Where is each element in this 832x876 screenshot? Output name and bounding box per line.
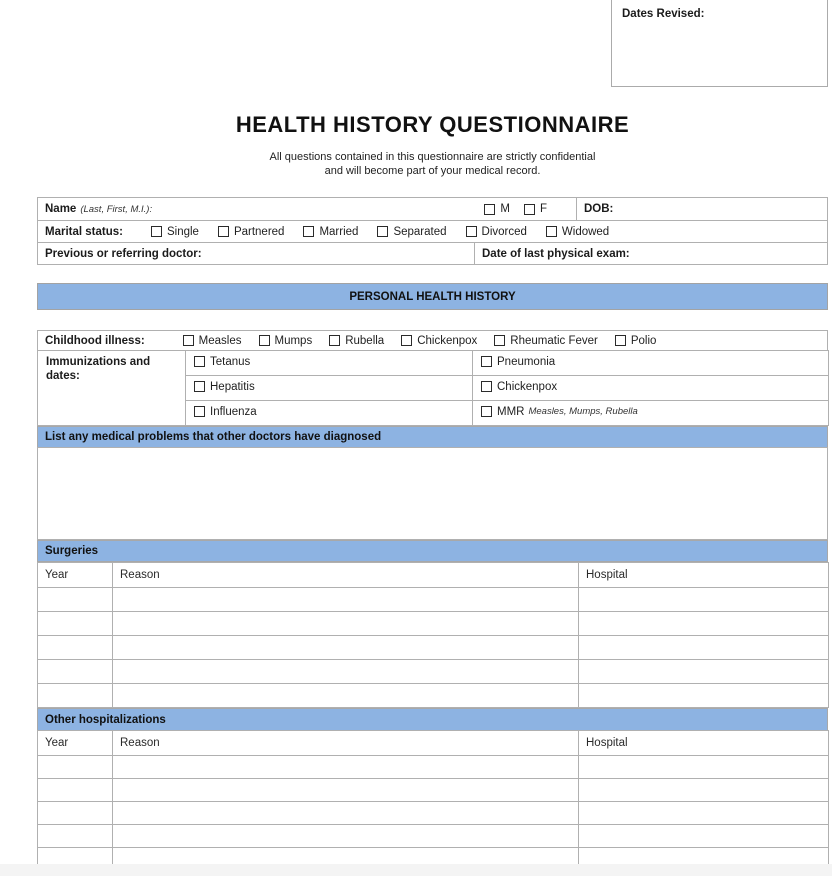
checkbox-option-partnered[interactable] xyxy=(218,226,285,238)
childhood-illness-cell xyxy=(38,331,827,350)
checkbox-option-single[interactable] xyxy=(151,226,199,238)
empty-row xyxy=(38,636,829,660)
empty-row xyxy=(38,684,829,708)
empty-row xyxy=(38,756,829,779)
subtitle-line1: All questions contained in this questionnaire are strictly confidential xyxy=(269,151,596,163)
surgeries-column-header-row xyxy=(38,563,829,588)
sex-checkbox-group xyxy=(484,203,547,215)
childhood-options xyxy=(183,335,657,347)
option-label: Rubella xyxy=(345,334,385,347)
empty-row xyxy=(38,612,829,636)
option-label: MMR xyxy=(497,405,525,418)
checkbox-option-polio[interactable] xyxy=(615,335,657,347)
empty-cell[interactable] xyxy=(579,588,829,612)
immunization-cell-mmr[interactable] xyxy=(473,401,829,426)
section-banner-label: PERSONAL HEALTH HISTORY xyxy=(349,290,516,303)
checkbox-option-mmr[interactable] xyxy=(481,406,638,418)
page-title: HEALTH HISTORY QUESTIONNAIRE xyxy=(235,112,630,137)
option-label: Separated xyxy=(393,225,447,238)
empty-cell[interactable] xyxy=(113,612,579,636)
medical-problems-input-area[interactable] xyxy=(37,447,828,540)
section-header-medical-problems xyxy=(37,426,828,448)
checkbox-icon[interactable] xyxy=(481,406,492,417)
empty-cell[interactable] xyxy=(113,779,579,802)
checkbox-option-tetanus[interactable] xyxy=(194,356,250,368)
empty-cell[interactable] xyxy=(38,802,113,825)
column-header-year: Year xyxy=(38,563,113,588)
dates-revised-label: Dates Revised: xyxy=(622,8,705,20)
empty-row xyxy=(38,802,829,825)
marital-status-row xyxy=(37,220,828,243)
section-header-surgeries xyxy=(37,540,828,562)
checkbox-option-hepatitis[interactable] xyxy=(194,381,255,393)
empty-cell[interactable] xyxy=(579,756,829,779)
section-header-other-hospitalizations xyxy=(37,708,828,731)
checkbox-option-mumps[interactable] xyxy=(259,335,313,347)
checkbox-option-widowed[interactable] xyxy=(546,226,609,238)
checkbox-icon[interactable] xyxy=(183,335,194,346)
empty-row xyxy=(38,660,829,684)
section-header-label: List any medical problems that other doctors have diagnosed xyxy=(45,431,382,443)
dob-cell[interactable] xyxy=(576,198,827,220)
empty-cell[interactable] xyxy=(113,756,579,779)
checkbox-icon[interactable] xyxy=(329,335,340,346)
patient-info-table xyxy=(37,197,828,265)
marital-options xyxy=(151,226,609,238)
checkbox-option-chickenpox[interactable] xyxy=(401,335,477,347)
option-label: Divorced xyxy=(481,225,527,238)
checkbox-option-married[interactable] xyxy=(303,226,358,238)
name-label: Name xyxy=(45,203,77,215)
subtitle xyxy=(37,150,828,178)
option-label: Chickenpox xyxy=(417,334,478,347)
immunizations-table xyxy=(37,350,829,426)
checkbox-option-female[interactable] xyxy=(524,203,547,215)
surgeries-table xyxy=(37,562,829,708)
checkbox-icon[interactable] xyxy=(494,335,505,346)
marital-status-cell xyxy=(38,221,827,242)
option-label: M xyxy=(500,203,510,215)
option-label: F xyxy=(539,203,547,215)
option-label: Partnered xyxy=(233,225,285,238)
childhood-illness-row xyxy=(37,330,828,351)
dates-revised-box[interactable] xyxy=(611,0,828,87)
checkbox-option-rubella[interactable] xyxy=(329,335,384,347)
option-label: Mumps xyxy=(274,334,313,347)
immunizations-row-1 xyxy=(38,351,829,376)
checkbox-icon[interactable] xyxy=(466,226,477,237)
checkbox-icon[interactable] xyxy=(194,381,205,392)
checkbox-option-measles[interactable] xyxy=(183,335,242,347)
checkbox-icon[interactable] xyxy=(303,226,314,237)
childhood-immunizations-block xyxy=(37,330,828,426)
empty-cell[interactable] xyxy=(113,636,579,660)
empty-cell[interactable] xyxy=(579,636,829,660)
column-header-reason: Reason xyxy=(113,563,579,588)
checkbox-icon[interactable] xyxy=(377,226,388,237)
empty-cell[interactable] xyxy=(579,825,829,848)
checkbox-icon[interactable] xyxy=(401,335,412,346)
section-header-label: Surgeries xyxy=(45,545,99,557)
last-exam-cell[interactable] xyxy=(474,243,827,264)
checkbox-option-pneumonia[interactable] xyxy=(481,356,555,368)
hospitalizations-table-wrap xyxy=(37,730,828,871)
empty-cell[interactable] xyxy=(38,756,113,779)
page-bottom-edge xyxy=(0,864,832,876)
immunization-cell-hepatitis[interactable] xyxy=(186,376,473,401)
column-header-year: Year xyxy=(38,731,113,756)
last-exam-label: Date of last physical exam: xyxy=(482,247,630,260)
childhood-illness-label: Childhood illness: xyxy=(45,334,145,347)
empty-cell[interactable] xyxy=(38,636,113,660)
option-label: Married xyxy=(319,225,359,238)
checkbox-icon[interactable] xyxy=(615,335,626,346)
checkbox-icon[interactable] xyxy=(484,204,495,215)
checkbox-icon[interactable] xyxy=(481,356,492,367)
checkbox-option-male[interactable] xyxy=(484,203,510,215)
option-label: Tetanus xyxy=(210,355,251,368)
section-header-label: Other hospitalizations xyxy=(45,713,166,726)
option-label: Pneumonia xyxy=(497,355,556,368)
surgeries-table-body xyxy=(38,563,829,708)
option-label: Single xyxy=(166,225,199,238)
hospitalizations-table xyxy=(37,730,829,871)
checkbox-icon[interactable] xyxy=(194,406,205,417)
empty-cell[interactable] xyxy=(38,684,113,708)
empty-cell[interactable] xyxy=(113,825,579,848)
name-row xyxy=(37,197,828,221)
empty-row xyxy=(38,779,829,802)
option-label: Chickenpox xyxy=(497,380,558,393)
checkbox-option-separated[interactable] xyxy=(377,226,446,238)
option-label: Widowed xyxy=(561,225,610,238)
previous-doctor-cell[interactable] xyxy=(38,243,474,264)
dob-label: DOB: xyxy=(584,203,614,215)
checkbox-icon[interactable] xyxy=(546,226,557,237)
empty-cell[interactable] xyxy=(579,684,829,708)
column-header-reason: Reason xyxy=(113,731,579,756)
checkbox-icon[interactable] xyxy=(218,226,229,237)
column-header-hospital: Hospital xyxy=(579,731,829,756)
checkbox-option-divorced[interactable] xyxy=(466,226,527,238)
empty-cell[interactable] xyxy=(113,802,579,825)
marital-status-label: Marital status: xyxy=(45,225,123,238)
name-hint: (Last, First, M.I.): xyxy=(80,203,153,215)
empty-cell[interactable] xyxy=(579,802,829,825)
immunization-cell-tetanus[interactable] xyxy=(186,351,473,376)
empty-cell[interactable] xyxy=(38,588,113,612)
immunization-cell-pneumonia[interactable] xyxy=(473,351,829,376)
empty-cell[interactable] xyxy=(113,588,579,612)
empty-row xyxy=(38,825,829,848)
checkbox-option-influenza[interactable] xyxy=(194,406,257,418)
option-label: Hepatitis xyxy=(210,380,255,393)
empty-cell[interactable] xyxy=(579,612,829,636)
empty-cell[interactable] xyxy=(579,779,829,802)
option-label: Influenza xyxy=(210,405,257,418)
empty-cell[interactable] xyxy=(113,660,579,684)
immunization-cell-influenza[interactable] xyxy=(186,401,473,426)
checkbox-option-chickenpox-imm[interactable] xyxy=(481,381,557,393)
option-label: Polio xyxy=(630,334,657,347)
checkbox-icon[interactable] xyxy=(481,381,492,392)
empty-cell[interactable] xyxy=(38,660,113,684)
empty-row xyxy=(38,588,829,612)
hospitalizations-column-header-row xyxy=(38,731,829,756)
immunizations-label: Immunizations and dates: xyxy=(38,351,186,426)
empty-cell[interactable] xyxy=(579,660,829,684)
checkbox-icon[interactable] xyxy=(524,204,535,215)
checkbox-icon[interactable] xyxy=(259,335,270,346)
checkbox-icon[interactable] xyxy=(151,226,162,237)
checkbox-option-rheumatic-fever[interactable] xyxy=(494,335,598,347)
surgeries-table-wrap xyxy=(37,562,828,708)
mmr-note: Measles, Mumps, Rubella xyxy=(528,406,638,418)
empty-cell[interactable] xyxy=(38,779,113,802)
column-header-hospital: Hospital xyxy=(579,563,829,588)
name-cell[interactable] xyxy=(38,198,576,220)
previous-doctor-label: Previous or referring doctor: xyxy=(45,247,202,260)
empty-cell[interactable] xyxy=(113,684,579,708)
empty-cell[interactable] xyxy=(38,825,113,848)
empty-cell[interactable] xyxy=(38,612,113,636)
immunization-cell-chickenpox[interactable] xyxy=(473,376,829,401)
checkbox-icon[interactable] xyxy=(194,356,205,367)
doctor-row xyxy=(37,242,828,265)
subtitle-line2: and will become part of your medical record. xyxy=(324,165,541,177)
hospitalizations-table-body xyxy=(38,731,829,871)
section-banner-personal-health-history xyxy=(37,283,828,310)
option-label: Rheumatic Fever xyxy=(510,334,598,347)
option-label: Measles xyxy=(198,334,242,347)
